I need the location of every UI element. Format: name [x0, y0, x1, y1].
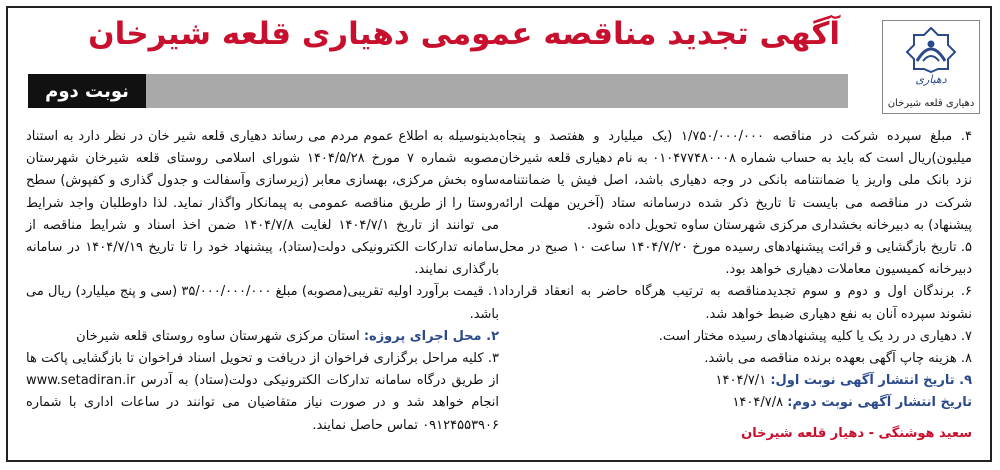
first-publish-date: ۱۴۰۴/۷/۱ [715, 373, 771, 389]
clause-2-label: ۲. محل اجرای پروژه: [363, 328, 499, 344]
clause-2 [26, 326, 499, 348]
clause-3-text-b: انجام خواهد شد و در صورت نیاز متقاضیان می توانند در ساعات اداری با شماره ۰۹۱۲۴۵۵۳۹۰۶ تماس حاصل نمایند. [26, 395, 499, 433]
clause-1: ۱. قیمت برآورد اولیه تقریبی(مصوبه) مبلغ ۳۵/۰۰۰/۰۰۰/۰۰۰ (سی و پنج میلیارد) ریال می باشد. [26, 284, 499, 322]
header-ribbon [28, 74, 848, 108]
clause-3 [26, 348, 499, 437]
village-council-emblem-icon [905, 27, 957, 73]
logo [882, 20, 980, 114]
clause-5: ۵. تاریخ بازگشایی و قرائت پیشنهادهای رسیده مورخ ۱۴۰۴/۷/۲۰ ساعت ۱۰ صبح در محل دبیرخانه کمیسیون معاملات دهیاری خواهد بود. [499, 240, 972, 278]
left-column [499, 126, 980, 454]
round-badge: نوبت دوم [28, 74, 146, 108]
clause-3-text-a: ۳. کلیه مراحل برگزاری فراخوان از دریافت و تحویل اسناد فراخوان تا بازگشایی پاکت ها از طریق درگاه سامانه تدارکات الکترونیکی دولت(ستاد) به آدرس [26, 351, 499, 389]
intro-paragraph: بدینوسیله به اطلاع عموم مردم می رساند دهیاری قلعه شیر خان در نظر دارد به استناد مصوبه شماره ۷ مورخ ۱۴۰۴/۵/۲۸ شورای اسلامی روستای قلعه شیرخان شهرستان ساوه بخش مرکزی، بهسازی معابر (زیرسازی وآسفالت و جدول گذاری و کفپوش) سطح روستا را از طریق مناقصه عمومی به پیمانکار واگذار نماید. لذا داوطلبان واجد شرایط می توانند از تاریخ ۱۴۰۴/۷/۱ لغایت ۱۴۰۴/۷/۸ ضمن اخذ اسناد و شرایط مناقصه از سامانه تدارکات الکترونیکی دولت(ستاد)، پیشنهاد خود را تا تاریخ ۱۴۰۴/۷/۱۹ در سامانه بارگذاری نمایند. [26, 129, 499, 278]
clause-7: ۷. دهیاری در رد یک یا کلیه پیشنهادهای رسیده مختار است. [658, 328, 972, 344]
notice-header [8, 8, 990, 126]
clause-9 [499, 370, 972, 392]
right-column [18, 126, 499, 454]
second-publish-date: ۱۴۰۴/۷/۸ [732, 395, 788, 411]
clause-6: ۶. برندگان اول و دوم و سوم تجدیدمناقصه به ترتیب هرگاه حاضر به انعقاد قرارداد نشوند سپرده آنان به نفع دهیاری ضبط خواهد شد. [499, 284, 972, 322]
tender-notice [6, 6, 992, 462]
setad-url-link[interactable]: www.setadiran.ir [26, 373, 136, 389]
clause-8: ۸. هزینه چاپ آگهی بعهده برنده مناقصه می باشد. [704, 351, 972, 367]
logo-script-text: دهیاری [915, 73, 947, 86]
clause-2-text: استان مرکزی شهرستان ساوه روستای قلعه شیرخان [76, 328, 364, 344]
signature: سعید هوشنگی - دهیار قلعه شیرخان [741, 425, 972, 441]
logo-caption: دهیاری قلعه شیرخان [887, 98, 975, 109]
notice-body [18, 126, 980, 454]
first-publish-label: ۹. تاریخ انتشار آگهی نوبت اول: [770, 373, 972, 389]
clause-4: ۴. مبلغ سپرده شرکت در مناقصه ۱/۷۵۰/۰۰۰/۰۰۰ (یک میلیارد و هفتصد و پنجاه میلیون)ریال است که باید به حساب شماره ۰۱۰۴۷۷۴۸۰۰۰۸ به نام دهیاری قلعه شیرخان نزد بانک ملی واریز یا ضمانتنامه بانکی در وجه دهیاری باشد، اصل فیش یا ضمانتنامه شرکت در مناقصه می بایست تا تاریخ ذکر شده درسامانه ستاد (آخرین مهلت ارائه پیشنهاد) به دبیرخانه بخشداری مرکزی شهرستان ساوه تحویل داده شود. [499, 129, 972, 233]
clause-10 [499, 392, 972, 414]
second-publish-label: تاریخ انتشار آگهی نوبت دوم: [787, 395, 972, 411]
notice-title: آگهی تجدید مناقصه عمومی دهیاری قلعه شیرخان [88, 16, 840, 52]
